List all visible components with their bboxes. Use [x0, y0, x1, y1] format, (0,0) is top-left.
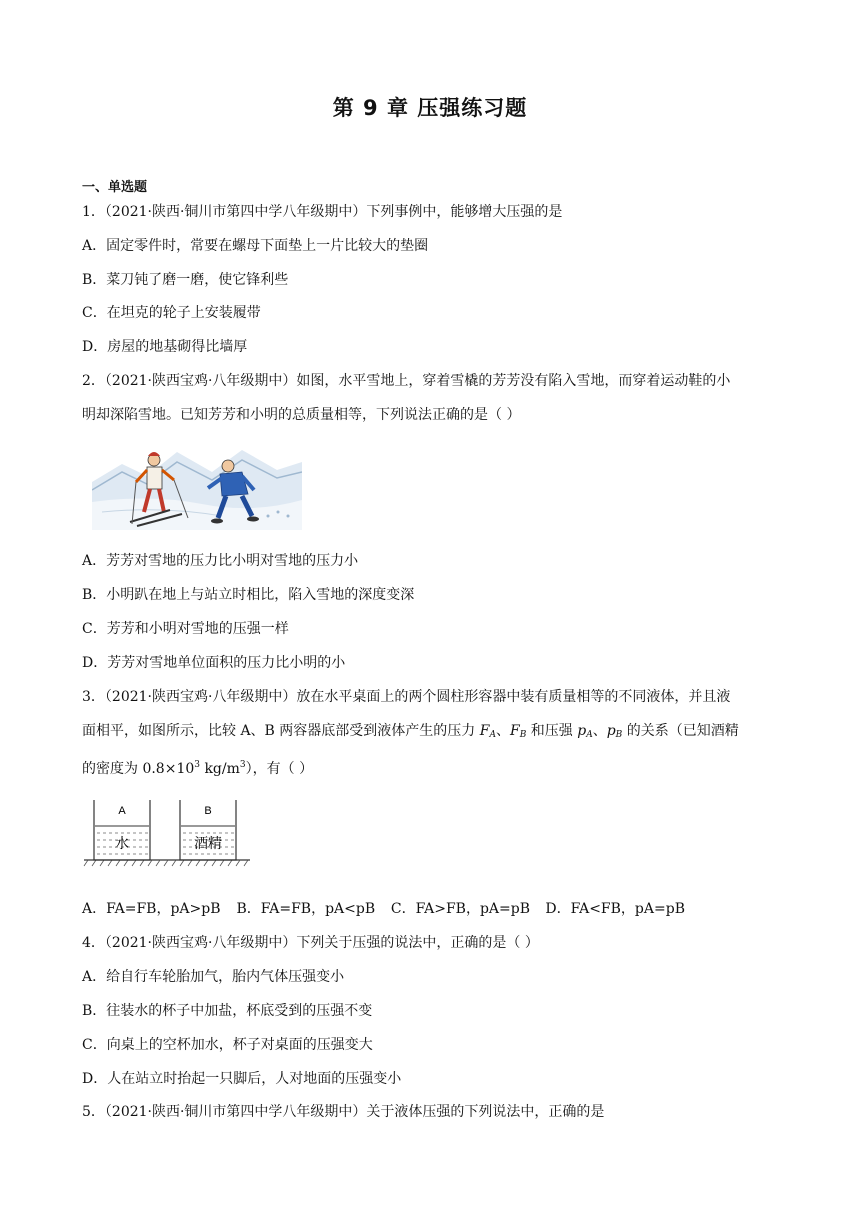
question-2-option-a: A．芳芳对雪地的压力比小明对雪地的压力小	[82, 553, 359, 569]
question-1-option-a: A．固定零件时，常要在螺母下面垫上一片比较大的垫圈	[82, 238, 429, 254]
section-heading: 一、单选题	[82, 180, 148, 195]
question-2-stem-line-1: 2．（2021·陕西宝鸡·八年级期中）如图，水平雪地上，穿着雪橇的芳芳没有陷入雪地，而穿着运动鞋的小	[82, 373, 731, 389]
question-5-stem: 5．（2021·陕西·铜川市第四中学八年级期中）关于液体压强的下列说法中，正确的是	[82, 1104, 605, 1120]
question-2-stem-line-2: 明却深陷雪地。已知芳芳和小明的总质量相等，下列说法正确的是（ ）	[82, 407, 521, 423]
question-1-option-d: D．房屋的地基砌得比墙厚	[82, 339, 248, 355]
container-a-liquid-label: 水	[115, 836, 129, 852]
question-3-stem-line-3: 的密度为 $0.8\times 10^3$ $kg/m^3$），有（ ）	[82, 760, 314, 777]
page-title: 第 9 章 压强练习题	[332, 96, 528, 120]
skiing-illustration	[92, 442, 302, 530]
question-1-option-c: C．在坦克的轮子上安装履带	[82, 305, 261, 321]
question-2-option-b: B．小明趴在地上与站立时相比，陷入雪地的深度变深	[82, 587, 415, 603]
question-3-option-d: D．FA<FB，pA=pB	[545, 901, 685, 917]
question-2-option-c: C．芳芳和小明对雪地的压强一样	[82, 621, 289, 637]
container-a-label: A	[118, 805, 126, 817]
container-b-liquid-label: 酒精	[194, 836, 222, 852]
question-3-options	[82, 898, 695, 918]
question-3-option-b: B．FA=FB，pA<pB	[236, 901, 376, 917]
question-4-option-b: B．往装水的杯子中加盐，杯底受到的压强不变	[82, 1003, 373, 1019]
question-3-option-c: C．FA>FB，pA=pB	[390, 901, 531, 917]
question-3-stem-line-2: 面相平，如图所示，比较 A、B 两容器底部受到液体产生的压力 $F_A$、$F_B$ 和压强 $p_A$、$p_B$ 的关系（已知酒精	[82, 723, 739, 740]
question-4-option-a: A．给自行车轮胎加气，胎内气体压强变小	[82, 969, 345, 985]
question-2-option-d: D．芳芳对雪地单位面积的压力比小明的小	[82, 655, 346, 671]
question-3-stem-line-1: 3．（2021·陕西宝鸡·八年级期中）放在水平桌面上的两个圆柱形容器中装有质量相等的不同液体，并且液	[82, 689, 731, 705]
container-b-label: B	[204, 805, 212, 817]
question-4-stem: 4．（2021·陕西宝鸡·八年级期中）下列关于压强的说法中，正确的是（ ）	[82, 935, 539, 951]
two-containers-figure	[82, 796, 252, 868]
question-1-option-b: B．菜刀钝了磨一磨，使它锋利些	[82, 272, 289, 288]
question-1-stem: 1．（2021·陕西·铜川市第四中学八年级期中）下列事例中，能够增大压强的是	[82, 204, 563, 220]
question-4-option-d: D．人在站立时抬起一只脚后，人对地面的压强变小	[82, 1071, 402, 1087]
question-3-option-a: A．FA=FB，pA>pB	[82, 901, 221, 917]
question-4-option-c: C．向桌上的空杯加水，杯子对桌面的压强变大	[82, 1037, 373, 1053]
